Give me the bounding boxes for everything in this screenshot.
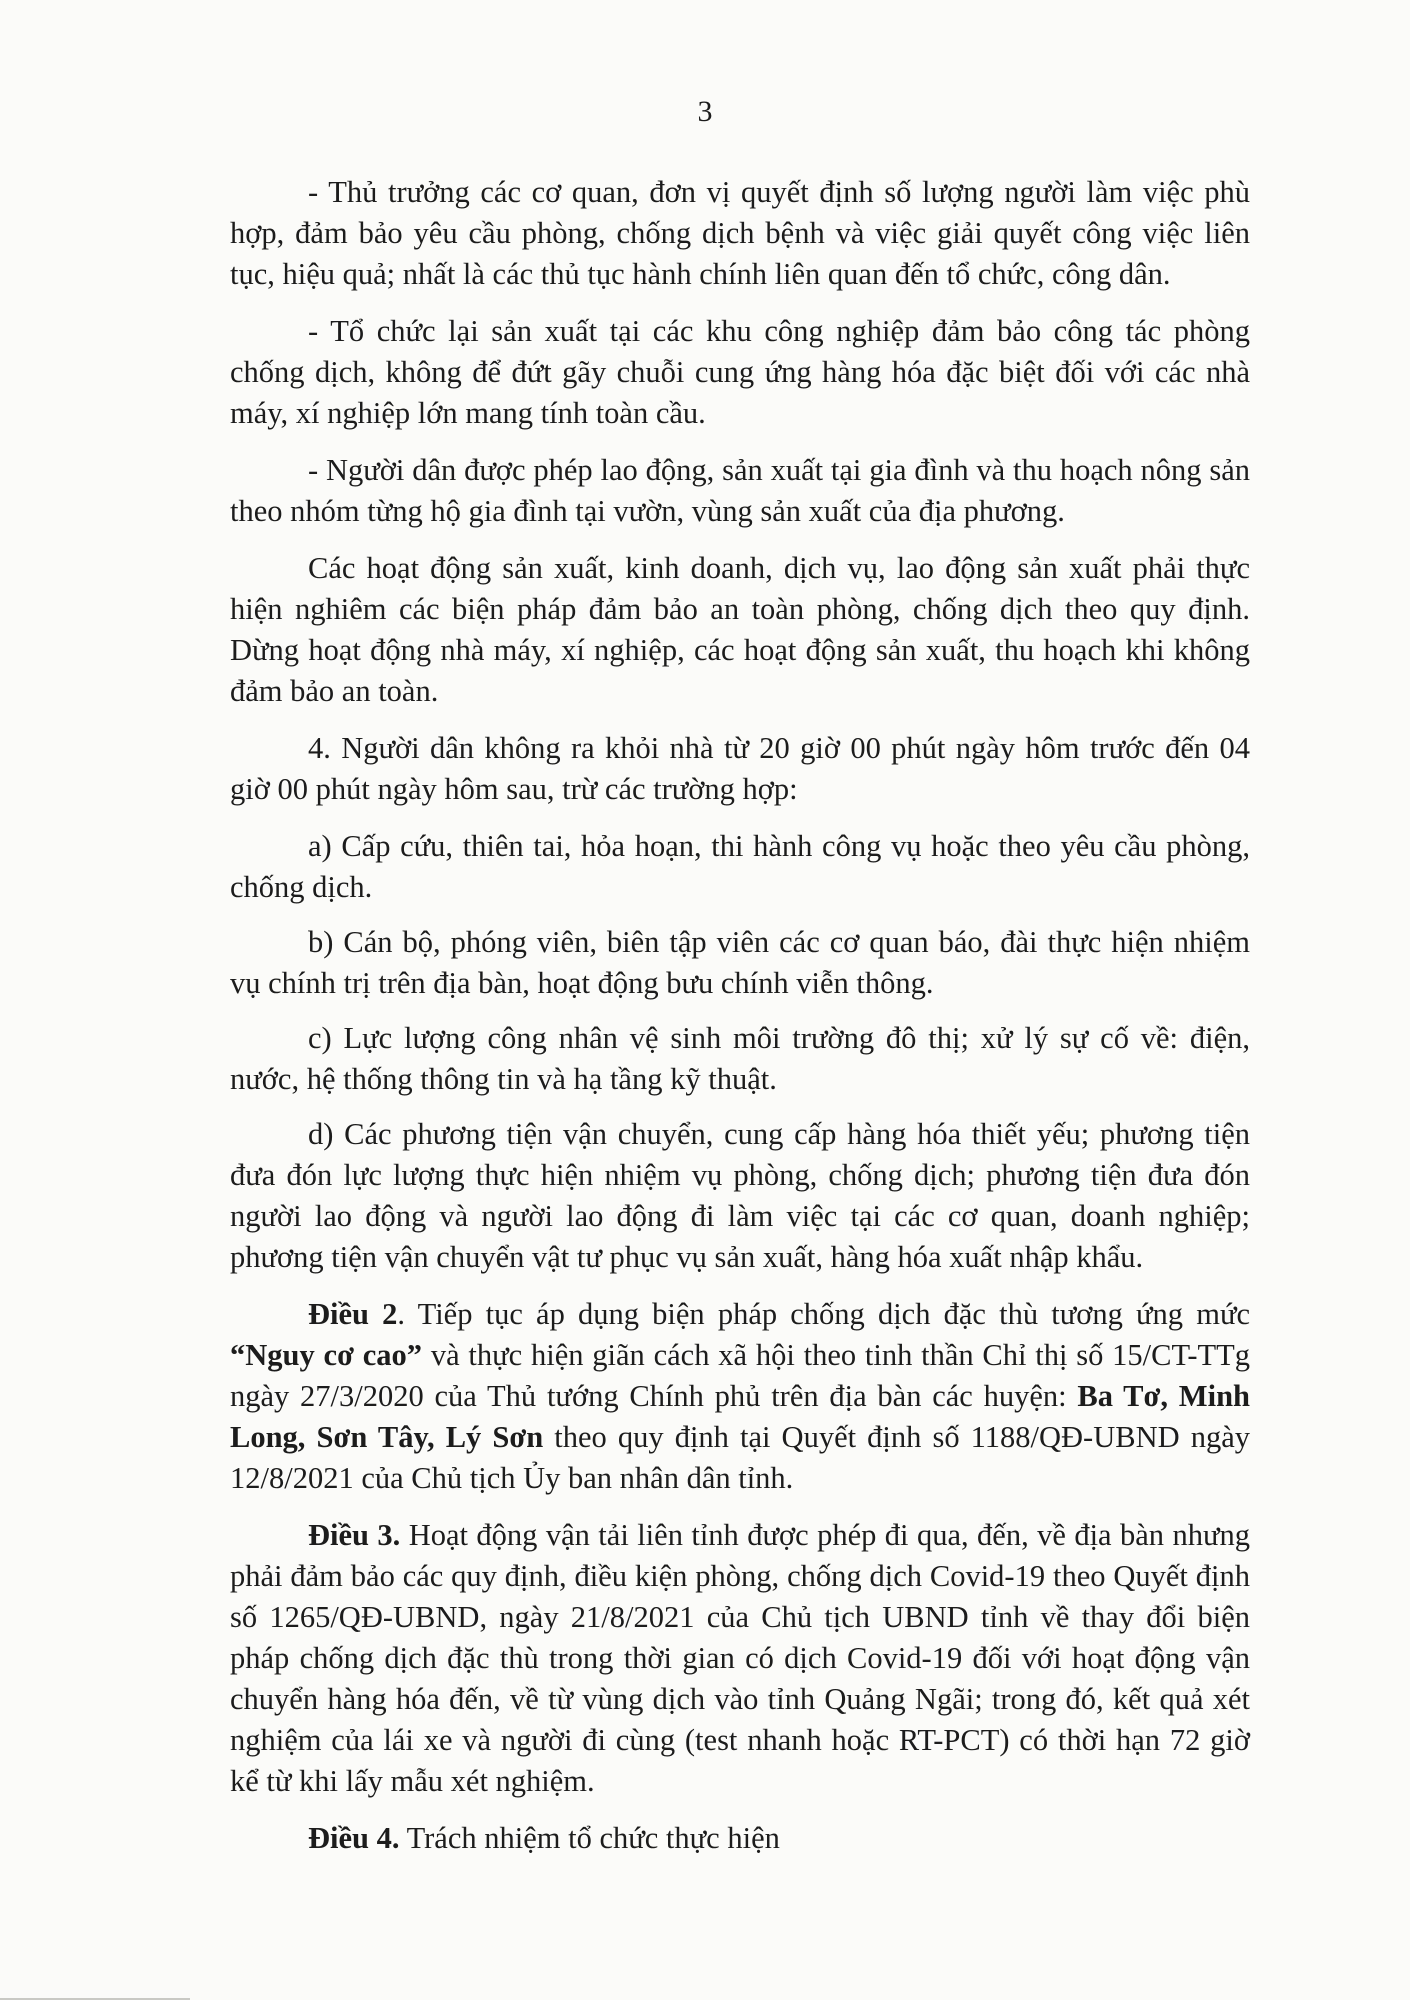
article-3-text: Hoạt động vận tải liên tỉnh được phép đi qua, đến, về địa bàn nhưng phải đảm bảo các quy định, điều kiện phòng, chống dịch Covid-19 theo Quyết định số 1265/QĐ-UBND, ngày 21/8/2021 của Chủ tịch UBND tỉnh về thay đổi biện pháp chống dịch đặc thù trong thời gian có dịch Covid-19 đối với hoạt động vận chuyển hàng hóa đến, về từ vùng dịch vào tỉnh Quảng Ngãi; trong đó, kết quả xét nghiệm của lái xe và người đi cùng (test nhanh hoặc RT-PCT) có thời hạn 72 giờ kể từ khi lấy mẫu xét nghiệm. <box>230 1518 1250 1798</box>
paragraph-heads-of-agencies: - Thủ trưởng các cơ quan, đơn vị quyết định số lượng người làm việc phù hợp, đảm bảo yêu cầu phòng, chống dịch bệnh và việc giải quyết công việc liên tục, hiệu quả; nhất là các thủ tục hành chính liên quan đến tổ chức, công dân. <box>230 175 1250 291</box>
article-3-label: Điều 3. <box>308 1518 401 1552</box>
paragraph-exception-b: b) Cán bộ, phóng viên, biên tập viên các cơ quan báo, đài thực hiện nhiệm vụ chính trị trên địa bàn, hoạt động bưu chính viễn thông. <box>230 925 1250 1000</box>
article-2-text-1: . Tiếp tục áp dụng biện pháp chống dịch đặc thù tương ứng mức <box>397 1297 1251 1331</box>
paragraph-industrial-production: - Tổ chức lại sản xuất tại các khu công nghiệp đảm bảo công tác phòng chống dịch, không để đứt gãy chuỗi cung ứng hàng hóa đặc biệt đối với các nhà máy, xí nghiệp lớn mang tính toàn cầu. <box>230 314 1250 430</box>
article-2-text-2: và thực hiện giãn cách xã hội theo tinh thần Chỉ thị số 15/CT-TTg ngày 27/3/2020 của Thủ tướng Chính phủ trên địa bàn các huyện: <box>230 1338 1251 1413</box>
paragraph-exception-d: d) Các phương tiện vận chuyển, cung cấp hàng hóa thiết yếu; phương tiện đưa đón lực lượng thực hiện nhiệm vụ phòng, chống dịch; phương tiện đưa đón người lao động và người lao động đi làm việc tại các cơ quan, doanh nghiệp; phương tiện vận chuyển vật tư phục vụ sản xuất, hàng hóa xuất nhập khẩu. <box>230 1117 1250 1274</box>
article-2-text-3: theo quy định tại Quyết định số 1188/QĐ-UBND ngày 12/8/2021 của Chủ tịch Ủy ban nhân dân tỉnh. <box>230 1420 1250 1495</box>
paragraph-exception-a: a) Cấp cứu, thiên tai, hỏa hoạn, thi hành công vụ hoặc theo yêu cầu phòng, chống dịch. <box>230 829 1250 904</box>
article-4 <box>230 1818 1250 1859</box>
document-body <box>230 172 1250 1875</box>
article-2-risk-level: “Nguy cơ cao” <box>230 1338 423 1372</box>
paragraph-household-labor: - Người dân được phép lao động, sản xuất tại gia đình và thu hoạch nông sản theo nhóm từng hộ gia đình tại vườn, vùng sản xuất của địa phương. <box>230 453 1250 528</box>
paragraph-production-safety: Các hoạt động sản xuất, kinh doanh, dịch vụ, lao động sản xuất phải thực hiện nghiêm các biện pháp đảm bảo an toàn phòng, chống dịch theo quy định. Dừng hoạt động nhà máy, xí nghiệp, các hoạt động sản xuất, thu hoạch khi không đảm bảo an toàn. <box>230 551 1250 708</box>
article-2-label: Điều 2 <box>308 1297 398 1331</box>
article-4-label: Điều 4. <box>308 1821 400 1855</box>
page-number: 3 <box>697 95 713 128</box>
article-2-districts: Ba Tơ, Minh Long, Sơn Tây, Lý Sơn <box>230 1379 1250 1454</box>
article-3 <box>230 1515 1250 1802</box>
paragraph-curfew: 4. Người dân không ra khỏi nhà từ 20 giờ 00 phút ngày hôm trước đến 04 giờ 00 phút ngày hôm sau, trừ các trường hợp: <box>230 731 1250 806</box>
paragraph-exception-c: c) Lực lượng công nhân vệ sinh môi trường đô thị; xử lý sự cố về: điện, nước, hệ thống thông tin và hạ tầng kỹ thuật. <box>230 1021 1250 1096</box>
article-4-text: Trách nhiệm tổ chức thực hiện <box>399 1821 780 1855</box>
article-2 <box>230 1294 1250 1499</box>
